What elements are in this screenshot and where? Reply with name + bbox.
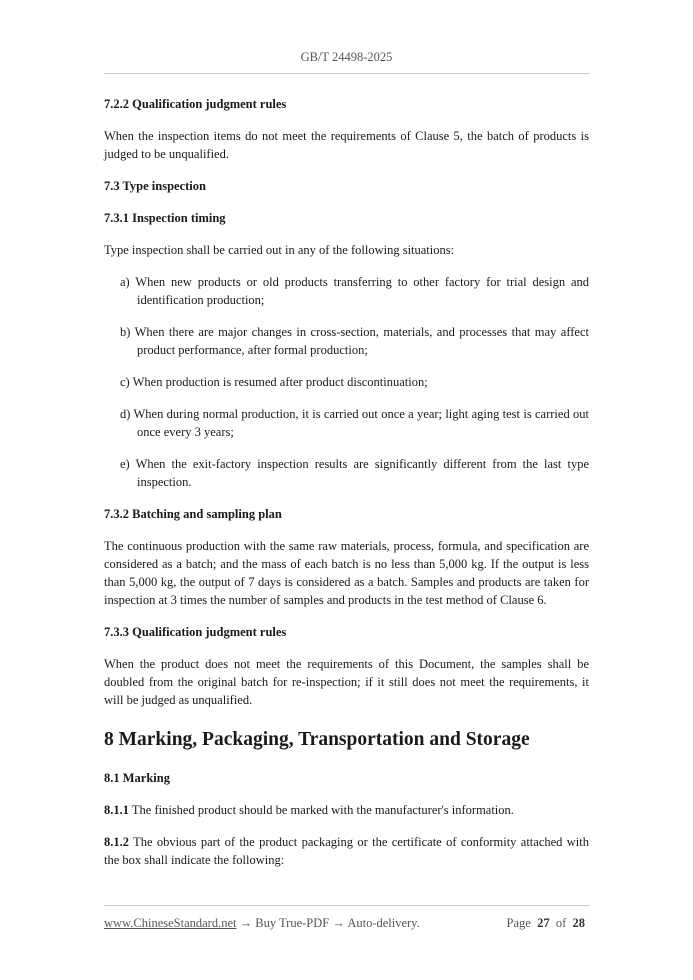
section-8-heading: 8 Marking, Packaging, Transportation and Storage bbox=[104, 729, 530, 750]
section-7-2-2-heading: 7.2.2 Qualification judgment rules bbox=[104, 97, 287, 111]
page-current: 27 bbox=[537, 916, 550, 930]
clause-number: 8.1.1 bbox=[104, 803, 129, 817]
section-7-3-1-intro: Type inspection shall be carried out in any of the following situations: bbox=[104, 243, 455, 257]
clause-number: 8.1.2 bbox=[104, 835, 129, 849]
list-item-e: e) When the exit-factory inspection results are significantly different from the last type inspection. bbox=[120, 457, 589, 489]
section-7-2-2-text: When the inspection items do not meet the requirements of Clause 5, the batch of products is judged to be unqualified. bbox=[104, 129, 589, 161]
page-footer bbox=[104, 916, 589, 931]
arrow-icon: → bbox=[329, 916, 348, 930]
section-7-3-3-text: When the product does not meet the requirements of this Document, the samples shall be doubled from the original batch for re-inspection; if it still does not meet the requirements, it will be judged as unqualified. bbox=[104, 657, 589, 707]
auto-delivery-text: Auto-delivery. bbox=[347, 916, 420, 930]
document-code: GB/T 24498-2025 bbox=[300, 50, 393, 64]
clause-text: The obvious part of the product packaging or the certificate of conformity attached with the box shall indicate the following: bbox=[104, 835, 589, 867]
page-total: 28 bbox=[572, 916, 585, 930]
page-content bbox=[104, 95, 589, 869]
website-link[interactable]: www.ChineseStandard.net bbox=[104, 916, 237, 930]
of-label: of bbox=[555, 916, 567, 930]
section-8-1-1 bbox=[104, 801, 589, 819]
page-label: Page bbox=[506, 916, 531, 930]
section-8-1-heading: 8.1 Marking bbox=[104, 771, 170, 785]
section-7-3-2-text: The continuous production with the same raw materials, process, formula, and specification are considered as a batch; and the mass of each batch is no less than 5,000 kg. If the output is less than 5,000 kg, the output of 7 days is considered as a batch. Samples and products are taken for inspection at 3 times the number of samples and products in the test method of Clause 6. bbox=[104, 539, 589, 607]
page-number bbox=[507, 916, 585, 931]
section-8-1-2 bbox=[104, 833, 589, 869]
section-7-3-1-heading: 7.3.1 Inspection timing bbox=[104, 211, 226, 225]
footer-divider bbox=[104, 905, 589, 906]
page-header bbox=[0, 50, 693, 65]
list-item-c: c) When production is resumed after product discontinuation; bbox=[120, 375, 428, 389]
list-item-a: a) When new products or old products transferring to other factory for trial design and identification production; bbox=[120, 275, 589, 307]
clause-text: The finished product should be marked with the manufacturer's information. bbox=[129, 803, 514, 817]
list-item-d: d) When during normal production, it is carried out once a year; light aging test is carried out once every 3 years; bbox=[120, 407, 589, 439]
section-7-3-2-heading: 7.3.2 Batching and sampling plan bbox=[104, 507, 282, 521]
list-item-b: b) When there are major changes in cross-section, materials, and processes that may affect product performance, after formal production; bbox=[120, 325, 589, 357]
header-divider bbox=[104, 73, 589, 74]
section-7-3-3-heading: 7.3.3 Qualification judgment rules bbox=[104, 625, 287, 639]
section-7-3-heading: 7.3 Type inspection bbox=[104, 179, 206, 193]
arrow-icon: → bbox=[236, 916, 256, 930]
buy-pdf-link[interactable]: Buy True-PDF bbox=[255, 916, 330, 930]
